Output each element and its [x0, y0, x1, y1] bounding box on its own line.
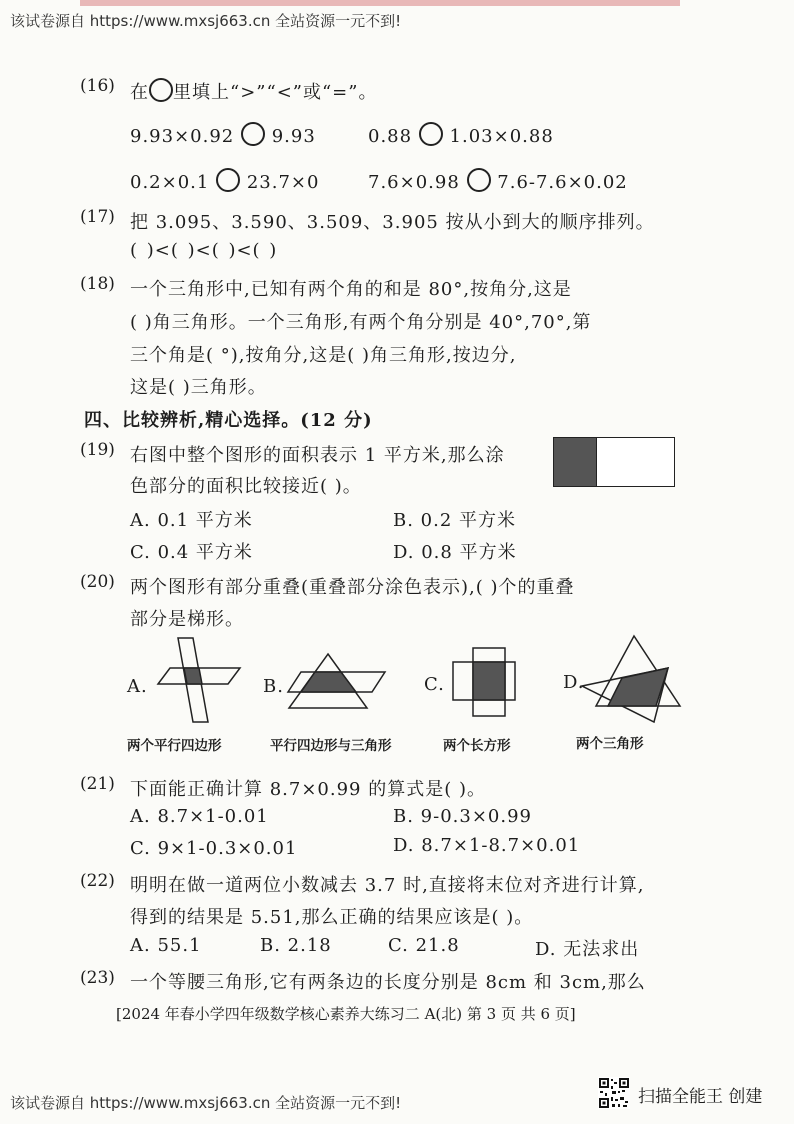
q19-number: (19)	[80, 440, 115, 460]
q19-area-figure	[553, 437, 675, 487]
section-4-heading: 四、比较辨析,精心选择。(12 分)	[84, 410, 373, 431]
top-color-strip	[80, 0, 680, 6]
q17-text: 把 3.095、3.590、3.509、3.905 按从小到大的顺序排列。	[130, 212, 655, 233]
q22-option-b[interactable]: B. 2.18	[260, 935, 332, 956]
q16-item-c: 0.2×0.1 23.7×0	[130, 168, 319, 193]
q20-figure-a	[148, 636, 248, 730]
q18-line-2: ( )角三角形。一个三角形,有两个角分别是 40°,70°,第	[130, 312, 592, 333]
q22-line-1: 明明在做一道两位小数减去 3.7 时,直接将末位对齐进行计算,	[130, 875, 645, 896]
q20-figure-c	[449, 646, 519, 718]
q19-line-1: 右图中整个图形的面积表示 1 平方米,那么涂	[130, 445, 505, 466]
q21-option-d[interactable]: D. 8.7×1-8.7×0.01	[393, 835, 581, 856]
q20-label-b[interactable]: B.	[263, 676, 284, 697]
q20-label-d[interactable]: D.	[563, 672, 585, 693]
page-footer: [2024 年春小学四年级数学核心素养大练习二 A(北) 第 3 页 共 6 页]	[116, 1005, 576, 1023]
q21-option-b[interactable]: B. 9-0.3×0.99	[393, 806, 532, 827]
q16-prompt	[130, 78, 377, 104]
q21-option-c[interactable]: C. 9×1-0.3×0.01	[130, 838, 298, 859]
q18-line-3: 三个角是( °),按角分,这是( )角三角形,按边分,	[130, 345, 517, 366]
q16-prompt-lead: 在	[130, 82, 149, 103]
answer-circle-c[interactable]	[216, 168, 240, 192]
q21-text: 下面能正确计算 8.7×0.99 的算式是( )。	[130, 779, 486, 800]
q18-line-1: 一个三角形中,已知有两个角的和是 80°,按角分,这是	[130, 279, 572, 300]
scanner-credit: 扫描全能王 创建	[638, 1087, 763, 1107]
watermark-top: 该试卷源自 https://www.mxsj663.cn 全站资源一元不到!	[10, 12, 402, 30]
q19-option-a[interactable]: A. 0.1 平方米	[130, 510, 253, 531]
answer-circle-a[interactable]	[241, 122, 265, 146]
q16-prompt-rest: 里填上“>”“<”或“=”。	[173, 82, 378, 103]
q20-number: (20)	[80, 572, 115, 592]
q19-option-b[interactable]: B. 0.2 平方米	[393, 510, 517, 531]
q16-item-d: 7.6×0.98 7.6-7.6×0.02	[368, 168, 628, 193]
q20-line-1: 两个图形有部分重叠(重叠部分涂色表示),( )个的重叠	[130, 577, 575, 598]
q17-number: (17)	[80, 207, 115, 227]
overlap-shade	[473, 662, 505, 700]
q19-option-d[interactable]: D. 0.8 平方米	[393, 542, 517, 563]
q20-caption-a: 两个平行四边形	[127, 738, 222, 754]
answer-circle-d[interactable]	[467, 168, 491, 192]
q19-option-c[interactable]: C. 0.4 平方米	[130, 542, 253, 563]
q23-line-1: 一个等腰三角形,它有两条边的长度分别是 8cm 和 3cm,那么	[130, 972, 646, 993]
q20-line-2: 部分是梯形。	[130, 609, 244, 630]
q16-item-b: 0.88 1.03×0.88	[368, 122, 554, 147]
q20-label-c[interactable]: C.	[424, 674, 445, 695]
answer-circle-b[interactable]	[419, 122, 443, 146]
q20-caption-c: 两个长方形	[443, 738, 511, 754]
q19-shaded-part	[554, 438, 597, 486]
q19-line-2: 色部分的面积比较接近( )。	[130, 476, 362, 497]
q16-number: (16)	[80, 76, 115, 96]
q20-label-a[interactable]: A.	[127, 676, 148, 697]
overlap-shade	[301, 672, 356, 692]
watermark-bottom: 该试卷源自 https://www.mxsj663.cn 全站资源一元不到!	[10, 1094, 402, 1112]
q16-item-a: 9.93×0.92 9.93	[130, 122, 316, 147]
q20-caption-d: 两个三角形	[576, 736, 644, 752]
q18-line-4: 这是( )三角形。	[130, 377, 267, 398]
q22-line-2: 得到的结果是 5.51,那么正确的结果应该是( )。	[130, 907, 534, 928]
qr-code-icon	[598, 1077, 630, 1109]
q21-option-a[interactable]: A. 8.7×1-0.01	[130, 806, 269, 827]
q18-number: (18)	[80, 274, 115, 294]
circle-icon	[149, 78, 173, 102]
q17-answer-blanks[interactable]: ( )<( )<( )<( )	[130, 240, 278, 261]
q20-figure-b	[285, 650, 390, 712]
q22-option-a[interactable]: A. 55.1	[130, 935, 202, 956]
q23-number: (23)	[80, 968, 115, 988]
q22-option-c[interactable]: C. 21.8	[388, 935, 460, 956]
overlap-shade	[184, 668, 202, 684]
q20-caption-b: 平行四边形与三角形	[270, 738, 392, 754]
q22-number: (22)	[80, 871, 115, 891]
q20-figure-d	[580, 634, 684, 724]
q21-number: (21)	[80, 774, 115, 794]
q22-option-d[interactable]: D. 无法求出	[535, 939, 640, 960]
